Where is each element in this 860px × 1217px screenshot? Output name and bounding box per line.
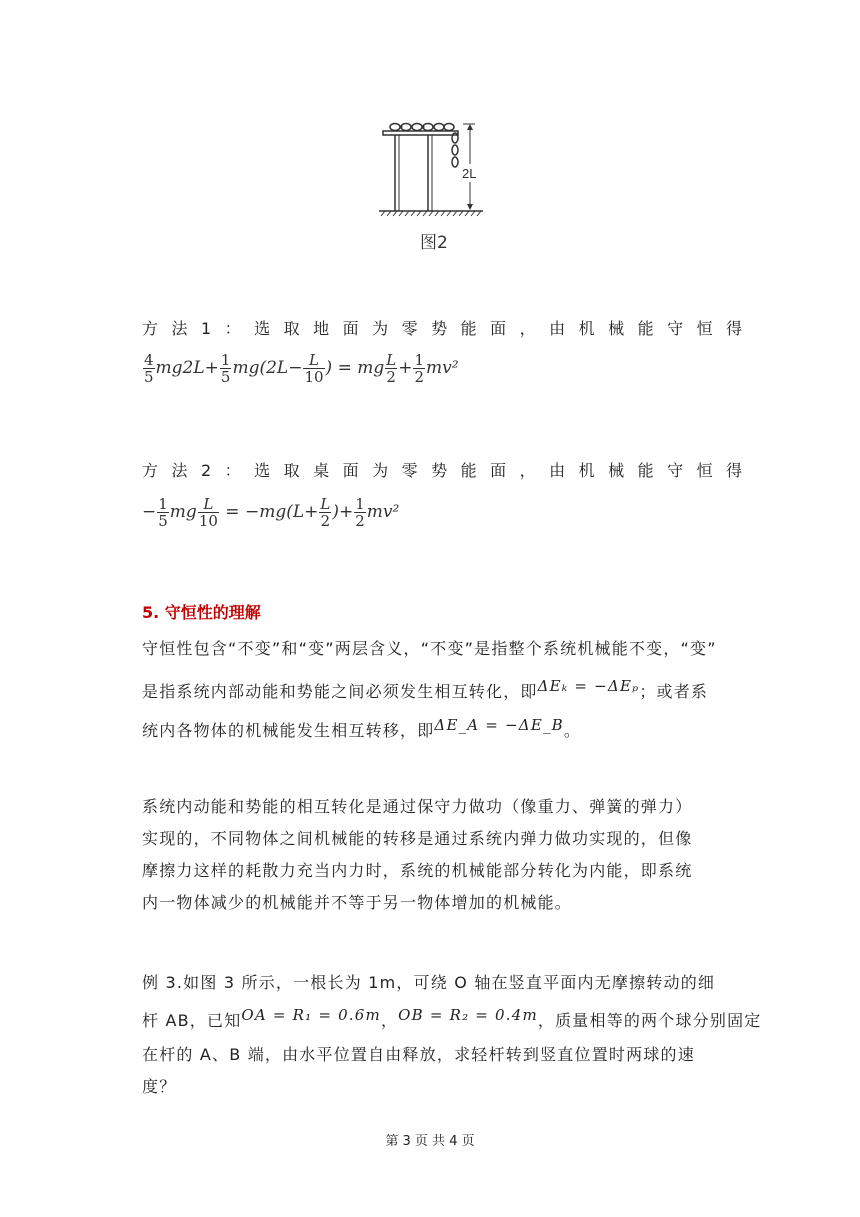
fraction: $\frac{L}{10}$ xyxy=(198,495,218,530)
fraction: $\frac{1}{2}$ xyxy=(355,495,365,530)
fraction: $\frac{4}{5}$ xyxy=(144,351,154,386)
fraction: $\frac{1}{2}$ xyxy=(414,351,424,386)
energy-equation: ΔEₖ = −ΔEₚ xyxy=(537,677,640,695)
section5-p2-line2: 实现的，不同物体之间机械能的转移是通过系统内弹力做功实现的，但像 xyxy=(142,829,693,848)
method1-text: 方法1：选取地面为零势能面，由机械能守恒得 xyxy=(142,319,756,338)
example3-line1: 例 3.如图 3 所示，一根长为 1m，可绕 O 轴在竖直平面内无摩擦转动的细 xyxy=(142,973,716,992)
fraction: $\frac{1}{5}$ xyxy=(220,351,231,386)
energy-transfer-equation: ΔE_A = −ΔE_B xyxy=(434,716,564,734)
example3-line4: 度？ xyxy=(142,1077,177,1096)
ob-equation: OB = R₂ = 0.4m xyxy=(398,1006,538,1024)
example3-line3: 在杆的 A、B 端，由水平位置自由释放，求轻杆转到竖直位置时两球的速 xyxy=(142,1045,695,1064)
page-footer: 第 3 页 共 4 页 xyxy=(385,1134,475,1149)
section-heading: 5. 守恒性的理解 xyxy=(142,603,261,622)
section5-p1-line1: 守恒性包含“不变”和“变”两层含义，“不变”是指整个系统机械能不变，“变” xyxy=(142,639,717,658)
method2-text: 方法2：选取桌面为零势能面，由机械能守恒得 xyxy=(142,461,756,480)
section5-p1-line3: 统内各物体的机械能发生相互转移，即ΔE_A = −ΔE_B。 xyxy=(142,716,582,740)
section5-p2-line1: 系统内动能和势能的相互转化是通过保守力做功（像重力、弹簧的弹力） xyxy=(142,797,693,816)
fraction: $\frac{L}{2}$ xyxy=(320,495,331,530)
section5-p2-line4: 内一物体减少的机械能并不等于另一物体增加的机械能。 xyxy=(142,893,573,912)
section5-p2-line3: 摩擦力这样的耗散力充当内力时，系统的机械能部分转化为内能，即系统 xyxy=(142,861,693,880)
method2-equation: − $\frac{1}{5}$ mg $\frac{L}{10}$ = −mg(L+ $\frac{L}{2}$ )+ $\frac{1}{2}$ mv² xyxy=(142,495,400,530)
fraction: $\frac{L}{2}$ xyxy=(386,351,397,386)
example3-line2: 杆 AB，已知OA = R₁ = 0.6m，OB = R₂ = 0.4m，质量相等的两个球分别固定 xyxy=(142,1006,762,1030)
fraction: $\frac{L}{10}$ xyxy=(304,351,324,386)
method1-equation: $\frac{4}{5}$ mg2L+ $\frac{1}{5}$ mg(2L− $\frac{L}{10}$ ) = mg $\frac{L}{2}$ + $\frac{1}{2}$ mv² xyxy=(144,351,459,386)
chain-table-figure xyxy=(375,118,495,218)
height-label: 2L xyxy=(462,166,477,181)
fraction: $\frac{1}{5}$ xyxy=(158,495,168,530)
oa-equation: OA = R₁ = 0.6m xyxy=(241,1006,381,1024)
figure-caption: 图2 xyxy=(420,233,448,253)
section5-p1-line2: 是指系统内部动能和势能之间必须发生相互转化，即ΔEₖ = −ΔEₚ；或者系 xyxy=(142,677,709,701)
